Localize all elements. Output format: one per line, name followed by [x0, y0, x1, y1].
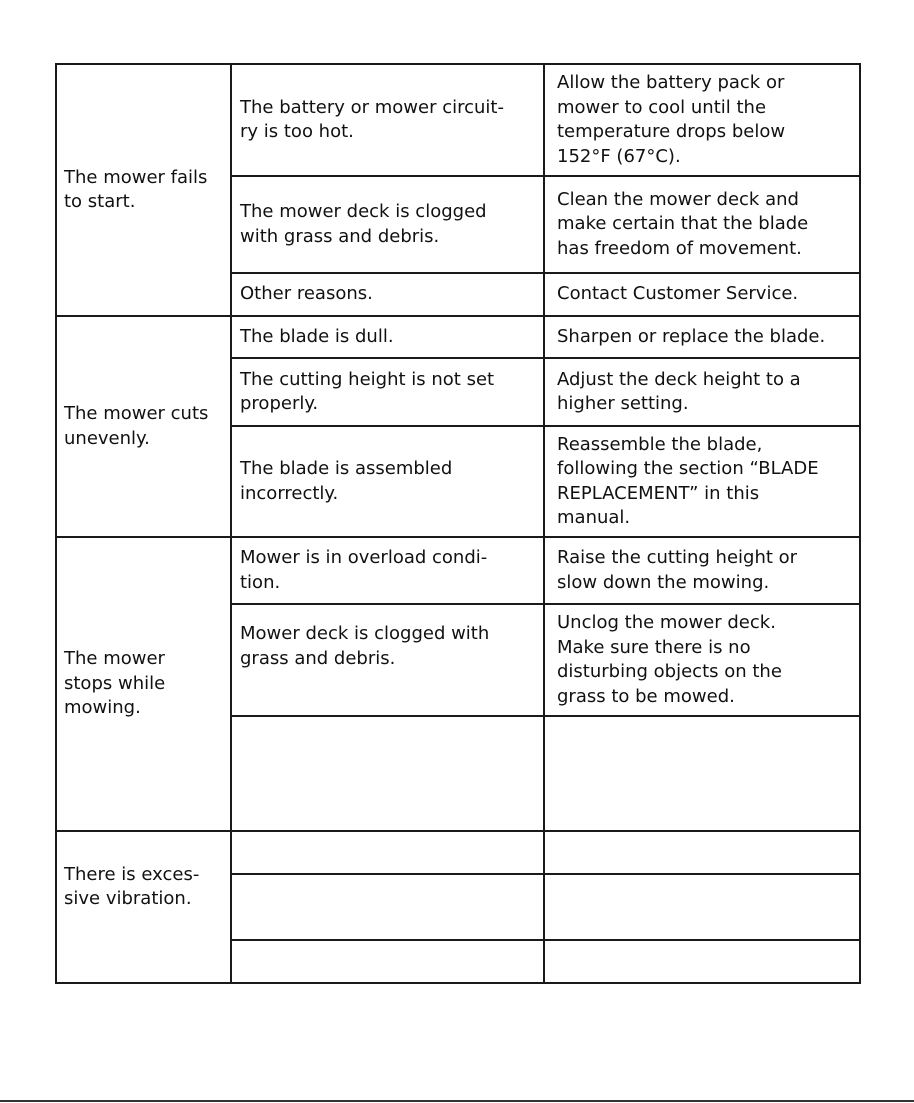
solution-line: Make sure there is no [557, 636, 751, 658]
solution-line: Adjust the deck height to a [557, 368, 801, 390]
problem-line: There is exces- [64, 863, 200, 885]
solution-cell [544, 426, 860, 537]
cause-line: Mower deck is clogged with [240, 623, 490, 644]
solution-line: grass to be mowed. [557, 685, 735, 707]
solution-line: higher setting. [557, 393, 689, 414]
solution-line: Reassemble the blade, [557, 433, 763, 455]
solution-cell [544, 874, 860, 940]
problem-line: The mower fails [64, 166, 208, 188]
problem-line: to start. [64, 191, 136, 212]
cause-cell [231, 64, 544, 176]
problem-line: The mower [64, 648, 165, 670]
cause-cell [231, 176, 544, 273]
solution-line: has freedom of movement. [557, 237, 802, 259]
cause-cell [231, 358, 544, 426]
problem-cell [56, 537, 231, 831]
problem-cell [56, 831, 231, 983]
table-row [56, 537, 860, 604]
solution-line: make certain that the blade [557, 213, 809, 235]
cause-line: grass and debris. [240, 647, 396, 669]
cause-line: tion. [240, 571, 281, 593]
cause-cell [231, 273, 544, 316]
cause-line: with grass and debris. [240, 225, 440, 247]
problem-line: The mower cuts [64, 403, 209, 424]
problem-line: unevenly. [64, 427, 150, 449]
cause-cell [231, 874, 544, 940]
solution-line: manual. [557, 507, 631, 528]
solution-cell [544, 604, 860, 716]
table-row [56, 316, 860, 358]
cause-cell [231, 716, 544, 831]
problem-line: stops while [64, 672, 166, 694]
solution-line: REPLACEMENT” in this [557, 482, 760, 504]
solution-line: disturbing objects on the [557, 661, 782, 682]
solution-cell [544, 716, 860, 831]
cause-line: incorrectly. [240, 482, 339, 504]
cause-cell [231, 831, 544, 874]
cause-line: The battery or mower circuit- [240, 96, 504, 118]
cause-cell [231, 426, 544, 537]
solution-line: Contact Customer Service. [557, 283, 799, 305]
cause-line: ry is too hot. [240, 121, 354, 142]
solution-line: temperature drops below [557, 121, 786, 142]
problem-cell [56, 316, 231, 537]
solution-line: Raise the cutting height or [557, 547, 798, 568]
solution-line: Unclog the mower deck. [557, 612, 776, 633]
solution-line: slow down the mowing. [557, 571, 770, 593]
solution-cell [544, 64, 860, 176]
solution-line: Sharpen or replace the blade. [557, 325, 826, 347]
solution-line: 152°F (67°C). [557, 145, 681, 167]
solution-cell [544, 537, 860, 604]
cause-cell [231, 537, 544, 604]
page-bottom-rule [0, 1100, 914, 1102]
solution-cell [544, 273, 860, 316]
problem-cell [56, 64, 231, 316]
cause-line: Other reasons. [240, 283, 373, 305]
cause-line: Mower is in overload condi- [240, 547, 488, 568]
cause-line: properly. [240, 393, 319, 414]
cause-line: The blade is dull. [240, 325, 394, 347]
troubleshooting-table [55, 63, 861, 984]
solution-cell [544, 316, 860, 358]
solution-line: Allow the battery pack or [557, 72, 785, 93]
cause-line: The blade is assembled [240, 458, 453, 479]
solution-line: mower to cool until the [557, 96, 767, 118]
cause-line: The cutting height is not set [240, 368, 495, 390]
cause-cell [231, 604, 544, 716]
cause-line: The mower deck is clogged [240, 201, 487, 222]
problem-line: sive vibration. [64, 888, 192, 909]
cause-cell [231, 316, 544, 358]
table-row [56, 831, 860, 874]
solution-line: Clean the mower deck and [557, 188, 799, 210]
solution-cell [544, 940, 860, 983]
table-row [56, 64, 860, 176]
solution-cell [544, 831, 860, 874]
solution-cell [544, 176, 860, 273]
solution-cell [544, 358, 860, 426]
problem-line: mowing. [64, 697, 141, 719]
solution-line: following the section “BLADE [557, 458, 819, 479]
cause-cell [231, 940, 544, 983]
